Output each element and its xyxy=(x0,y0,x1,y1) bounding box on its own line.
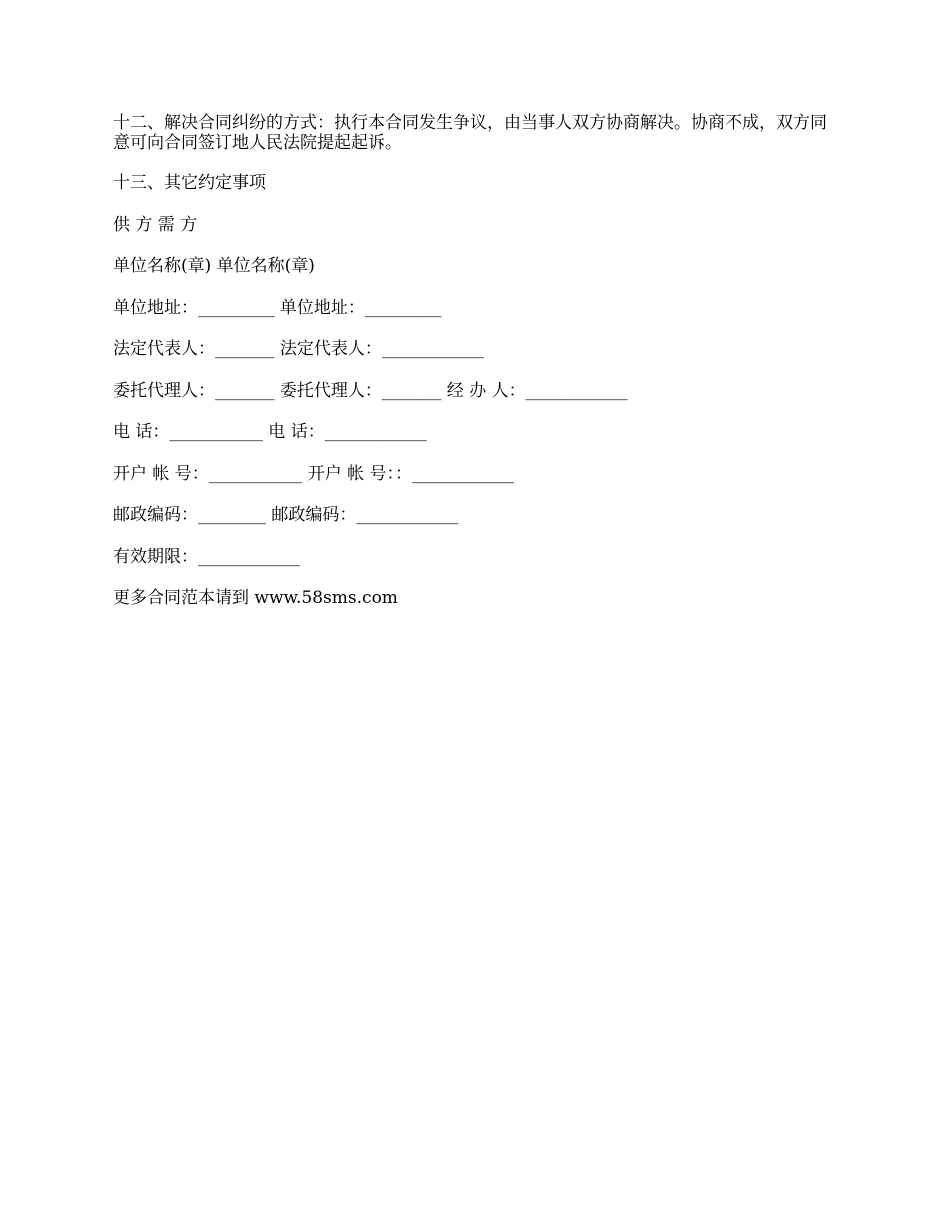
clause-12-dispute-resolution: 十二、解决合同纠纷的方式：执行本合同发生争议，由当事人双方协商解决。协商不成，双方同意可向合同签订地人民法院提起起诉。 xyxy=(113,113,827,153)
bank-account-line: 开户 帐 号：___________ 开户 帐 号：：____________ xyxy=(113,463,515,484)
more-templates-line: 更多合同范本请到 www.58sms.com xyxy=(113,588,398,608)
postcode-line: 邮政编码：________ 邮政编码：____________ xyxy=(113,505,459,525)
agent-line: 委托代理人：_______ 委托代理人：_______ 经 办 人：____________ xyxy=(113,380,628,401)
parties-heading: 供 方 需 方 xyxy=(113,214,198,235)
unit-address-line: 单位地址：_________ 单位地址：_________ xyxy=(113,297,442,318)
validity-line: 有效期限：____________ xyxy=(113,546,300,567)
contract-page xyxy=(113,113,838,629)
clause-13-other-terms: 十三、其它约定事项 xyxy=(113,173,266,193)
unit-name-line: 单位名称(章) 单位名称(章) xyxy=(113,256,315,276)
legal-representative-line: 法定代表人：_______ 法定代表人：____________ xyxy=(113,339,484,359)
phone-line: 电 话：___________ 电 话：____________ xyxy=(113,422,427,442)
